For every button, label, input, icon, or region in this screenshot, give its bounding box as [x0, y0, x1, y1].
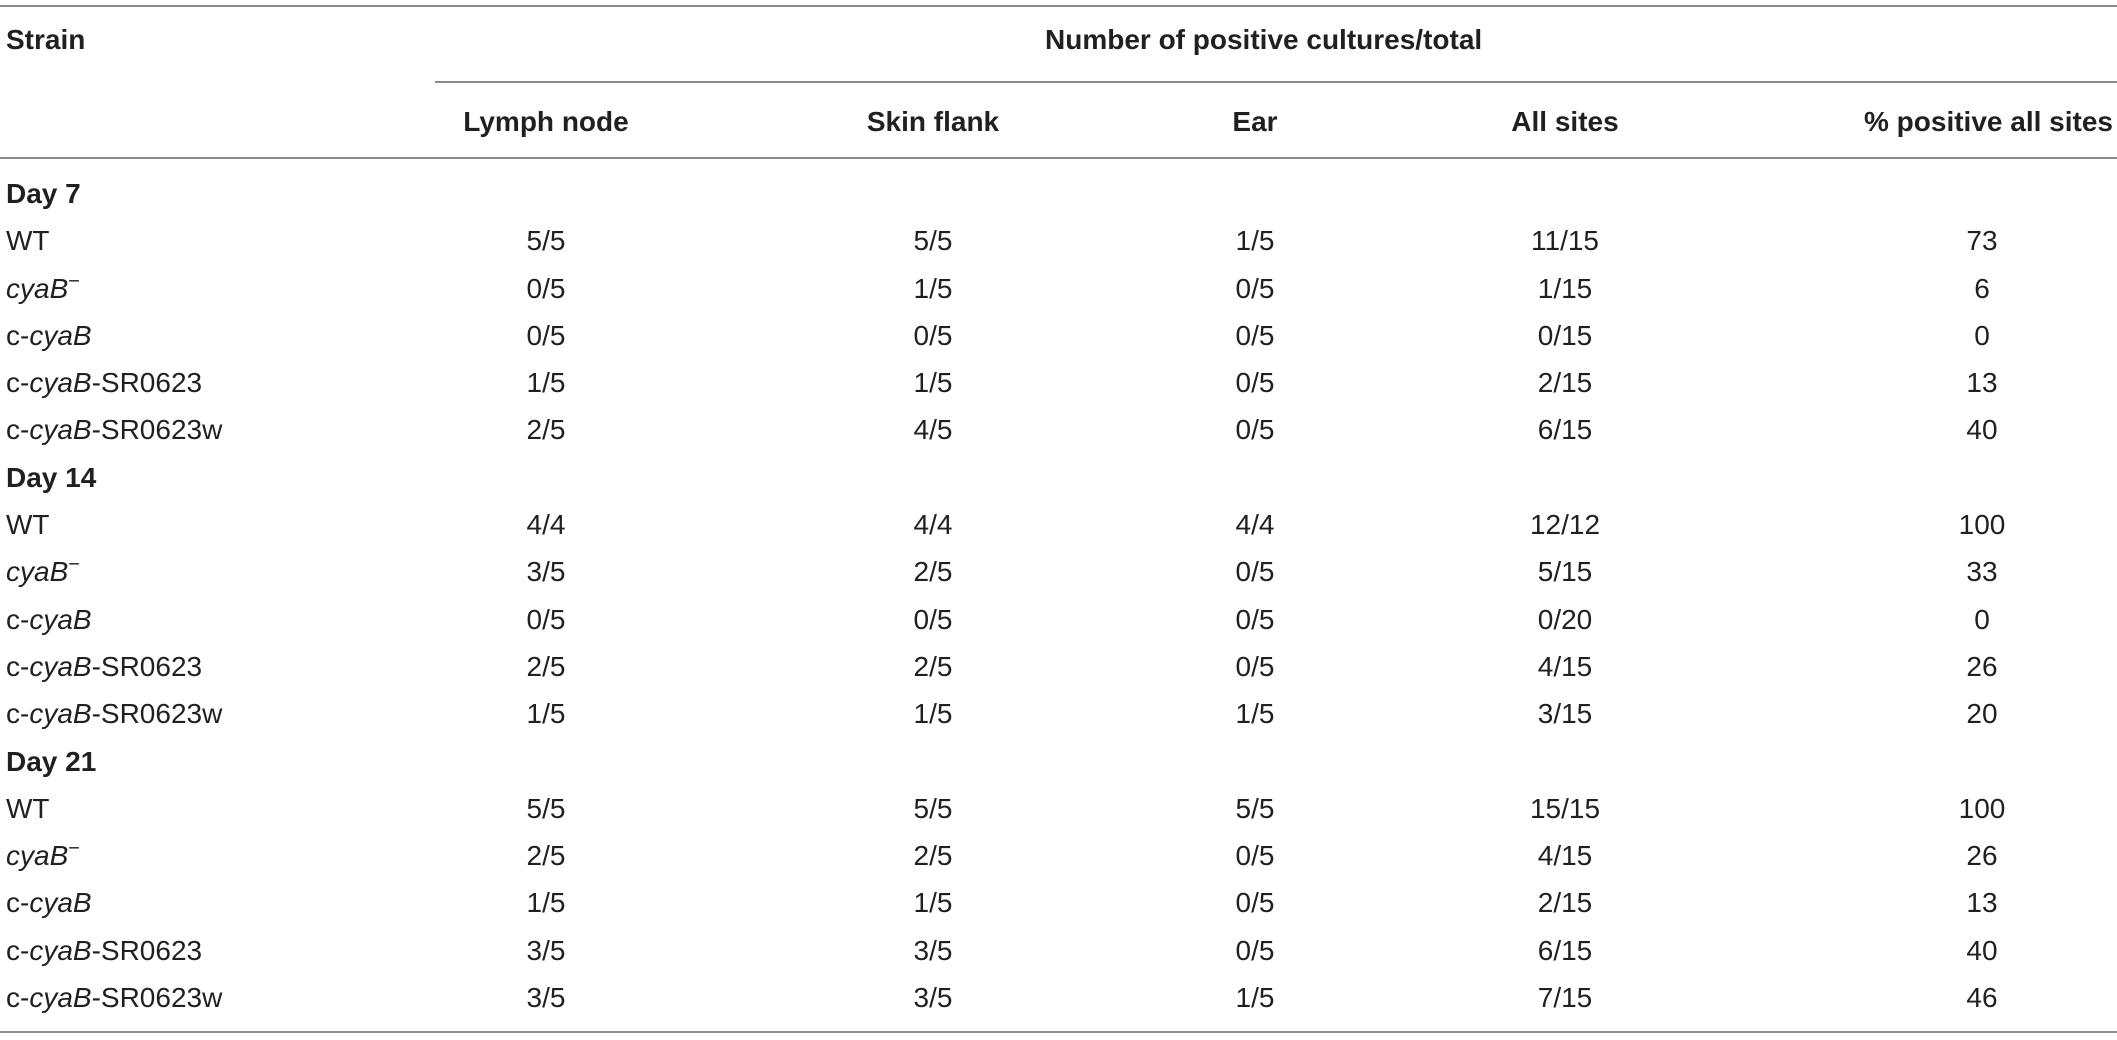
cell-percent-positive: 100 [1958, 509, 2006, 541]
table-row [0, 695, 2117, 742]
cell-ear: 1/5 [1235, 982, 1275, 1014]
strain-cell [6, 695, 222, 733]
cell-ear: 0/5 [1235, 887, 1275, 919]
cell-ear: 0/5 [1235, 414, 1275, 446]
table-row [0, 837, 2117, 884]
section-title: Day 7 [6, 178, 81, 209]
strain-prefix: c- [6, 934, 30, 966]
table-row [0, 270, 2117, 317]
cell-all-sites: 2/15 [1537, 887, 1593, 919]
table-row [0, 506, 2117, 553]
section-row [0, 175, 2117, 222]
table-row [0, 790, 2117, 837]
cell-skin-flank: 2/5 [913, 840, 953, 872]
cell-skin-flank: 4/4 [913, 509, 953, 541]
table-row [0, 601, 2117, 648]
strain-suffix: WT [6, 792, 50, 824]
cell-skin-flank: 1/5 [913, 272, 953, 304]
table-row [0, 932, 2117, 979]
cell-skin-flank: 0/5 [913, 603, 953, 635]
cell-lymph-node: 2/5 [526, 840, 566, 872]
cell-all-sites: 7/15 [1537, 982, 1593, 1014]
cell-ear: 0/5 [1235, 319, 1275, 351]
cell-ear: 0/5 [1235, 603, 1275, 635]
cell-skin-flank: 4/5 [913, 414, 953, 446]
strain-gene: cyaB [29, 319, 92, 351]
cell-lymph-node: 1/5 [526, 367, 566, 399]
cell-all-sites: 6/15 [1537, 934, 1593, 966]
strain-gene: cyaB [29, 650, 92, 682]
cell-percent-positive: 33 [1966, 556, 1998, 588]
cell-percent-positive: 0 [1974, 603, 1990, 635]
strain-gene: cyaB [29, 367, 92, 399]
strain-cell [6, 506, 50, 544]
strain-gene: cyaB [6, 840, 69, 872]
table-row [0, 222, 2117, 269]
cell-percent-positive: 40 [1966, 414, 1998, 446]
strain-suffix: -SR0623 [91, 934, 203, 966]
column-header-ear: Ear [1232, 106, 1278, 137]
strain-gene: cyaB [29, 982, 92, 1014]
cell-ear: 0/5 [1235, 934, 1275, 966]
header-bottom-rule [0, 157, 2117, 159]
strain-suffix: − [68, 554, 80, 577]
cell-ear: 0/5 [1235, 272, 1275, 304]
cell-lymph-node: 0/5 [526, 603, 566, 635]
cell-skin-flank: 1/5 [913, 887, 953, 919]
cell-percent-positive: 20 [1966, 698, 1998, 730]
strain-column-header: Strain [6, 24, 86, 55]
strain-gene: cyaB [29, 414, 92, 446]
cell-all-sites: 0/20 [1537, 603, 1593, 635]
strain-cell [6, 222, 50, 260]
cell-ear: 0/5 [1235, 556, 1275, 588]
strain-suffix: -SR0623w [91, 698, 223, 730]
strain-cell [6, 270, 80, 308]
strain-prefix: c- [6, 319, 30, 351]
cell-percent-positive: 26 [1966, 650, 1998, 682]
cell-all-sites: 15/15 [1529, 792, 1601, 824]
strain-cell [6, 317, 92, 355]
strain-gene: cyaB [29, 698, 92, 730]
cell-all-sites: 2/15 [1537, 367, 1593, 399]
column-header-skin-flank: Skin flank [866, 106, 1000, 137]
cell-percent-positive: 73 [1966, 225, 1998, 257]
cell-percent-positive: 6 [1974, 272, 1990, 304]
cell-percent-positive: 13 [1966, 887, 1998, 919]
cell-lymph-node: 2/5 [526, 414, 566, 446]
cell-ear: 1/5 [1235, 225, 1275, 257]
cell-ear: 1/5 [1235, 698, 1275, 730]
cell-percent-positive: 100 [1958, 792, 2006, 824]
cell-lymph-node: 2/5 [526, 650, 566, 682]
strain-suffix: -SR0623w [91, 982, 223, 1014]
cell-percent-positive: 46 [1966, 982, 1998, 1014]
strain-suffix: − [68, 270, 80, 293]
cell-all-sites: 12/12 [1529, 509, 1601, 541]
cell-skin-flank: 0/5 [913, 319, 953, 351]
strain-suffix: -SR0623 [91, 367, 203, 399]
column-header-percent-positive: % positive all sites [1864, 106, 2113, 137]
group-column-header: Number of positive cultures/total [1045, 24, 1483, 55]
strain-prefix: c- [6, 982, 30, 1014]
section-row [0, 459, 2117, 506]
strain-suffix: -SR0623 [91, 650, 203, 682]
cell-skin-flank: 1/5 [913, 698, 953, 730]
strain-suffix: WT [6, 225, 50, 257]
cell-ear: 4/4 [1235, 509, 1275, 541]
strain-cell [6, 364, 202, 402]
cell-lymph-node: 3/5 [526, 982, 566, 1014]
strain-prefix: c- [6, 887, 30, 919]
strain-gene: cyaB [29, 887, 92, 919]
cell-lymph-node: 3/5 [526, 556, 566, 588]
cell-all-sites: 6/15 [1537, 414, 1593, 446]
table-row [0, 884, 2117, 931]
cell-percent-positive: 13 [1966, 367, 1998, 399]
cell-skin-flank: 5/5 [913, 792, 953, 824]
cell-skin-flank: 2/5 [913, 556, 953, 588]
strain-cell [6, 837, 80, 875]
table-row [0, 648, 2117, 695]
cell-ear: 5/5 [1235, 792, 1275, 824]
cell-ear: 0/5 [1235, 840, 1275, 872]
strain-cell [6, 411, 222, 449]
cell-all-sites: 3/15 [1537, 698, 1593, 730]
cell-all-sites: 1/15 [1537, 272, 1593, 304]
cell-lymph-node: 5/5 [526, 792, 566, 824]
cell-skin-flank: 3/5 [913, 982, 953, 1014]
cell-all-sites: 4/15 [1537, 650, 1593, 682]
strain-cell [6, 601, 92, 639]
cell-percent-positive: 0 [1974, 319, 1990, 351]
strain-prefix: c- [6, 367, 30, 399]
section-row [0, 743, 2117, 790]
strain-cell [6, 932, 202, 970]
table-body [0, 175, 2117, 1026]
cell-percent-positive: 40 [1966, 934, 1998, 966]
strain-suffix: WT [6, 509, 50, 541]
strain-cell [6, 648, 202, 686]
strain-cell [6, 979, 222, 1017]
strain-prefix: c- [6, 603, 30, 635]
cell-lymph-node: 3/5 [526, 934, 566, 966]
strain-gene: cyaB [6, 272, 69, 304]
section-title: Day 21 [6, 745, 97, 777]
cell-skin-flank: 5/5 [913, 225, 953, 257]
cell-lymph-node: 1/5 [526, 698, 566, 730]
table-row [0, 364, 2117, 411]
strain-cell [6, 884, 92, 922]
column-header-lymph-node: Lymph node [463, 106, 629, 137]
cell-lymph-node: 0/5 [526, 272, 566, 304]
table-row [0, 317, 2117, 364]
cell-lymph-node: 4/4 [526, 509, 566, 541]
strain-gene: cyaB [29, 934, 92, 966]
table-bottom-rule [0, 1031, 2117, 1033]
strain-gene: cyaB [29, 603, 92, 635]
strain-suffix: − [68, 837, 80, 860]
cell-ear: 0/5 [1235, 650, 1275, 682]
cell-percent-positive: 26 [1966, 840, 1998, 872]
cell-all-sites: 11/15 [1531, 225, 1599, 257]
cell-skin-flank: 2/5 [913, 650, 953, 682]
table-row [0, 979, 2117, 1026]
strain-prefix: c- [6, 698, 30, 730]
cell-skin-flank: 3/5 [913, 934, 953, 966]
strain-suffix: -SR0623w [91, 414, 223, 446]
table-top-rule [0, 5, 2117, 7]
section-title: Day 14 [6, 461, 97, 493]
strain-cell [6, 790, 50, 828]
column-header-all-sites: All sites [1511, 106, 1619, 137]
cell-ear: 0/5 [1235, 367, 1275, 399]
strain-prefix: c- [6, 414, 30, 446]
cell-lymph-node: 1/5 [526, 887, 566, 919]
cell-lymph-node: 5/5 [526, 225, 566, 257]
cell-lymph-node: 0/5 [526, 319, 566, 351]
strain-gene: cyaB [6, 556, 69, 588]
cell-all-sites: 4/15 [1537, 840, 1593, 872]
cell-all-sites: 0/15 [1537, 319, 1593, 351]
group-header-rule [435, 81, 2117, 83]
cell-all-sites: 5/15 [1537, 556, 1593, 588]
cell-skin-flank: 1/5 [913, 367, 953, 399]
table-row [0, 553, 2117, 600]
strain-prefix: c- [6, 650, 30, 682]
table-row [0, 411, 2117, 458]
strain-cell [6, 553, 80, 591]
